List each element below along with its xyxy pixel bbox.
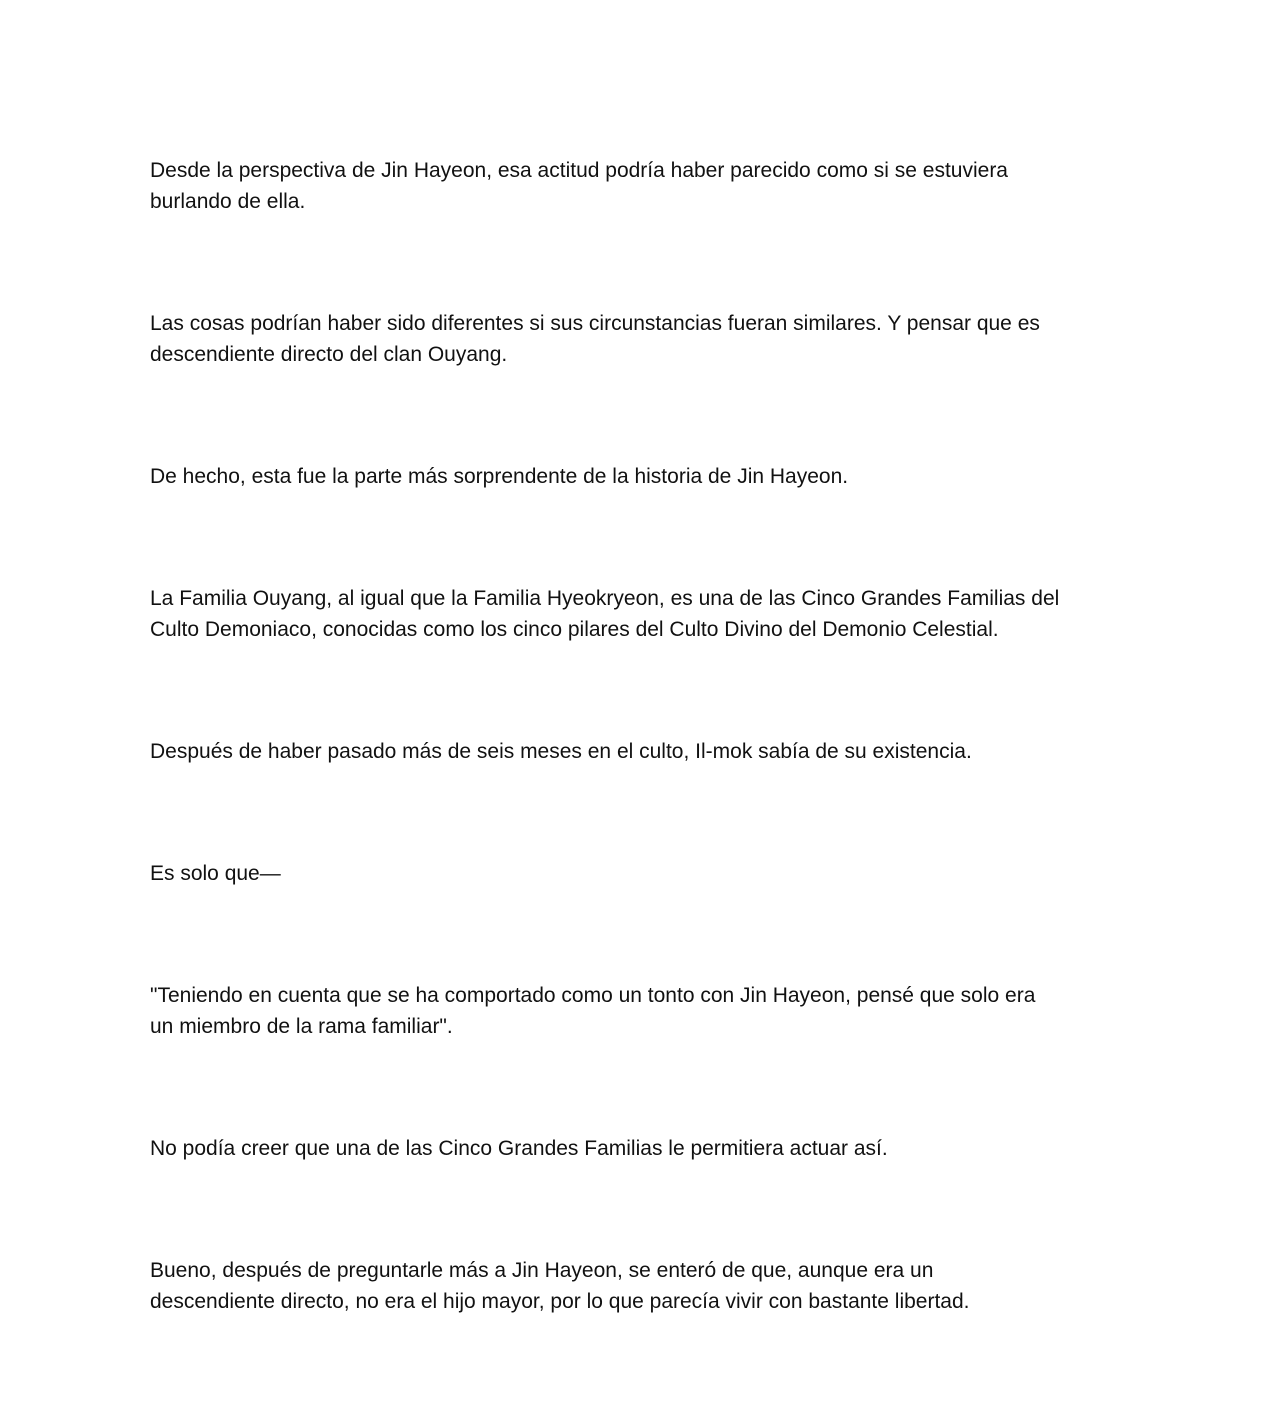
paragraph-8	[150, 1133, 1125, 1164]
paragraph-4	[150, 583, 1125, 645]
paragraph-line: Las cosas podrían haber sido diferentes si sus circunstancias fueran similares. Y pensar que es	[150, 312, 1040, 335]
paragraph-line: Es solo que—	[150, 862, 281, 885]
paragraph-line: Después de haber pasado más de seis meses en el culto, Il-mok sabía de su existencia.	[150, 740, 972, 763]
paragraph-1	[150, 155, 1125, 217]
paragraph-line: De hecho, esta fue la parte más sorprendente de la historia de Jin Hayeon.	[150, 465, 849, 488]
paragraph-line: Bueno, después de preguntarle más a Jin Hayeon, se enteró de que, aunque era un	[150, 1259, 934, 1282]
paragraph-line: Culto Demoniaco, conocidas como los cinco pilares del Culto Divino del Demonio Celestial.	[150, 618, 999, 641]
paragraph-line: "Teniendo en cuenta que se ha comportado como un tonto con Jin Hayeon, pensé que solo era	[150, 984, 1036, 1007]
paragraph-line: burlando de ella.	[150, 190, 306, 213]
paragraph-3	[150, 461, 1125, 492]
paragraph-line: descendiente directo del clan Ouyang.	[150, 343, 508, 366]
paragraph-line: La Familia Ouyang, al igual que la Familia Hyeokryeon, es una de las Cinco Grandes Familias del	[150, 587, 1060, 610]
paragraph-9	[150, 1255, 1125, 1317]
paragraph-line: un miembro de la rama familiar".	[150, 1015, 453, 1038]
paragraph-5	[150, 736, 1125, 767]
paragraph-line: descendiente directo, no era el hijo mayor, por lo que parecía vivir con bastante libertad.	[150, 1290, 970, 1313]
paragraph-6	[150, 858, 1125, 889]
paragraph-2	[150, 308, 1125, 370]
paragraph-7	[150, 980, 1125, 1042]
paragraph-line: Desde la perspectiva de Jin Hayeon, esa actitud podría haber parecido como si se estuviera	[150, 159, 1008, 182]
paragraph-line: No podía creer que una de las Cinco Grandes Familias le permitiera actuar así.	[150, 1137, 888, 1160]
